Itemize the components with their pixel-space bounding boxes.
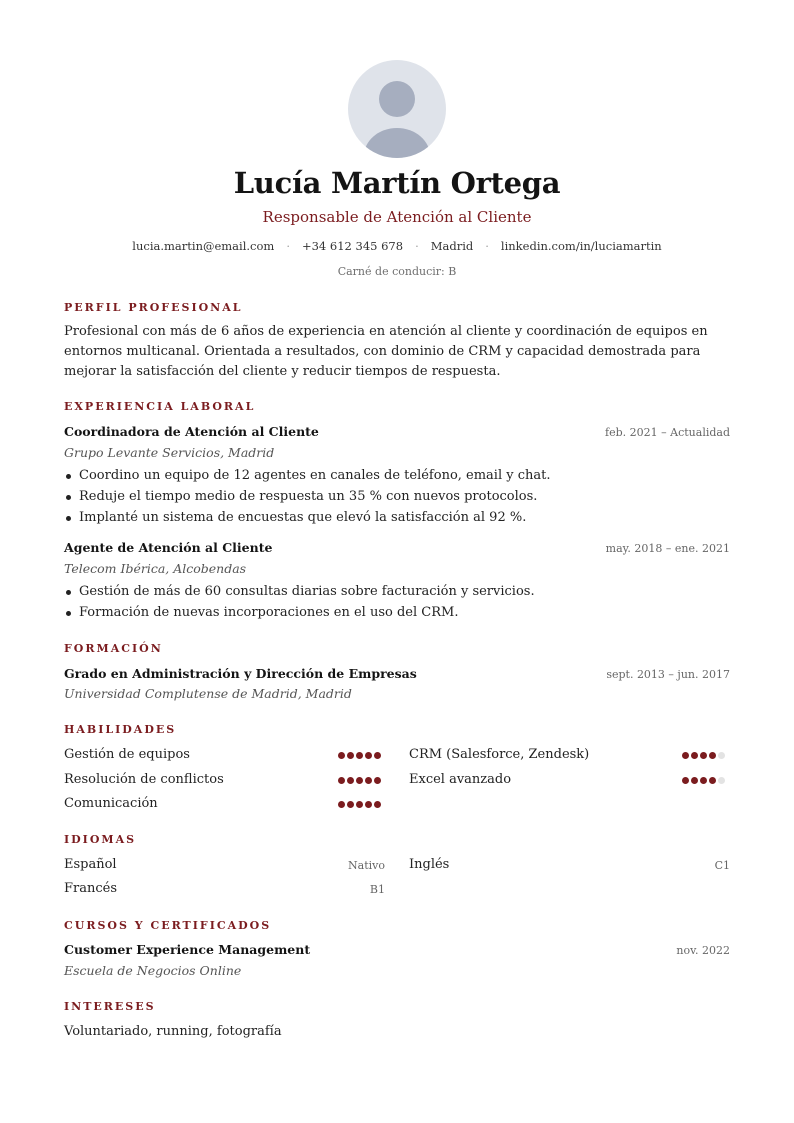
rating-dot-filled <box>347 752 354 759</box>
avatar-body-shape <box>364 128 430 158</box>
skill-label: Comunicación <box>64 796 158 811</box>
rating-dot-filled <box>374 752 381 759</box>
rating-dot-filled <box>347 777 354 784</box>
skill-rating <box>682 752 725 759</box>
rating-dot-filled <box>700 777 707 784</box>
job-company: Telecom Ibérica, Alcobendas <box>64 561 247 576</box>
contact-separator: · <box>415 239 419 253</box>
section-title-interests: INTERESES <box>64 1000 156 1013</box>
section-title-courses: CURSOS Y CERTIFICADOS <box>64 919 272 932</box>
rating-dot-filled <box>691 777 698 784</box>
course-title: Customer Experience Management <box>64 942 311 957</box>
driving-license: Carné de conducir: B <box>337 265 457 278</box>
rating-dot-empty <box>718 752 725 759</box>
course-date: nov. 2022 <box>676 944 730 957</box>
user-avatar-icon <box>348 60 446 158</box>
rating-dot-filled <box>691 752 698 759</box>
rating-dot-filled <box>356 777 363 784</box>
rating-dot-filled <box>682 777 689 784</box>
job-dates: may. 2018 – ene. 2021 <box>605 542 730 555</box>
degree-dates: sept. 2013 – jun. 2017 <box>606 668 730 681</box>
job-title: Agente de Atención al Cliente <box>64 540 273 555</box>
degree-school: Universidad Complutense de Madrid, Madrid <box>64 686 352 701</box>
contact-separator: · <box>286 239 290 253</box>
job-bullet: Reduje el tiempo medio de respuesta un 35 % con nuevos protocolos. <box>79 486 739 507</box>
rating-dot-empty <box>718 777 725 784</box>
skill-label: Gestión de equipos <box>64 747 190 762</box>
section-title-experience: EXPERIENCIA LABORAL <box>64 400 256 413</box>
rating-dot-filled <box>709 752 716 759</box>
rating-dot-filled <box>374 801 381 808</box>
rating-dot-filled <box>338 801 345 808</box>
skill-label: Resolución de conflictos <box>64 772 224 787</box>
course-school: Escuela de Negocios Online <box>64 963 242 978</box>
skill-label: CRM (Salesforce, Zendesk) <box>409 747 590 762</box>
rating-dot-filled <box>709 777 716 784</box>
section-title-skills: HABILIDADES <box>64 723 177 736</box>
section-title-education: FORMACIÓN <box>64 642 163 655</box>
job-title: Coordinadora de Atención al Cliente <box>64 424 319 439</box>
skill-rating <box>338 752 381 759</box>
degree-title: Grado en Administración y Dirección de Empresas <box>64 666 417 681</box>
job-company: Grupo Levante Servicios, Madrid <box>64 445 275 460</box>
skill-rating <box>338 777 381 784</box>
rating-dot-filled <box>374 777 381 784</box>
contact-linkedin: linkedin.com/in/luciamartin <box>500 239 662 253</box>
rating-dot-filled <box>365 801 372 808</box>
interests-text: Voluntariado, running, fotografía <box>64 1024 282 1039</box>
skill-label: Excel avanzado <box>409 772 512 787</box>
rating-dot-filled <box>338 777 345 784</box>
section-title-languages: IDIOMAS <box>64 833 137 846</box>
candidate-role: Responsable de Atención al Cliente <box>262 208 532 226</box>
language-label: Español <box>64 857 117 872</box>
rating-dot-filled <box>682 752 689 759</box>
contact-line <box>0 239 794 253</box>
language-level: C1 <box>714 859 730 872</box>
rating-dot-filled <box>700 752 707 759</box>
job-bullet: Formación de nuevas incorporaciones en el uso del CRM. <box>79 602 739 623</box>
skill-rating <box>338 801 381 808</box>
rating-dot-filled <box>338 752 345 759</box>
rating-dot-filled <box>365 777 372 784</box>
avatar-head-shape <box>379 81 415 117</box>
contact-separator: · <box>485 239 489 253</box>
contact-city: Madrid <box>430 239 474 253</box>
language-level: B1 <box>369 883 385 896</box>
candidate-name: Lucía Martín Ortega <box>233 166 561 200</box>
rating-dot-filled <box>356 801 363 808</box>
job-bullets <box>64 465 739 528</box>
skill-rating <box>682 777 725 784</box>
job-bullet: Implanté un sistema de encuestas que elevó la satisfacción al 92 %. <box>79 507 739 528</box>
job-bullet: Coordino un equipo de 12 agentes en canales de teléfono, email y chat. <box>79 465 739 486</box>
job-dates: feb. 2021 – Actualidad <box>605 426 730 439</box>
profile-text: Profesional con más de 6 años de experiencia en atención al cliente y coordinación de equipos en entornos multicanal. Orientada a resultados, con dominio de CRM y capacidad demostrada para mejorar la satisfacción del cliente y reducir tiempos de respuesta. <box>64 324 708 379</box>
section-title-profile: PERFIL PROFESIONAL <box>64 301 243 314</box>
contact-email: lucia.martin@email.com <box>132 239 275 253</box>
contact-phone: +34 612 345 678 <box>301 239 404 253</box>
language-level: Nativo <box>348 859 385 872</box>
rating-dot-filled <box>347 801 354 808</box>
language-label: Inglés <box>409 857 450 872</box>
rating-dot-filled <box>356 752 363 759</box>
language-label: Francés <box>64 881 118 896</box>
rating-dot-filled <box>365 752 372 759</box>
job-bullets <box>64 581 739 623</box>
job-bullet: Gestión de más de 60 consultas diarias sobre facturación y servicios. <box>79 581 739 602</box>
